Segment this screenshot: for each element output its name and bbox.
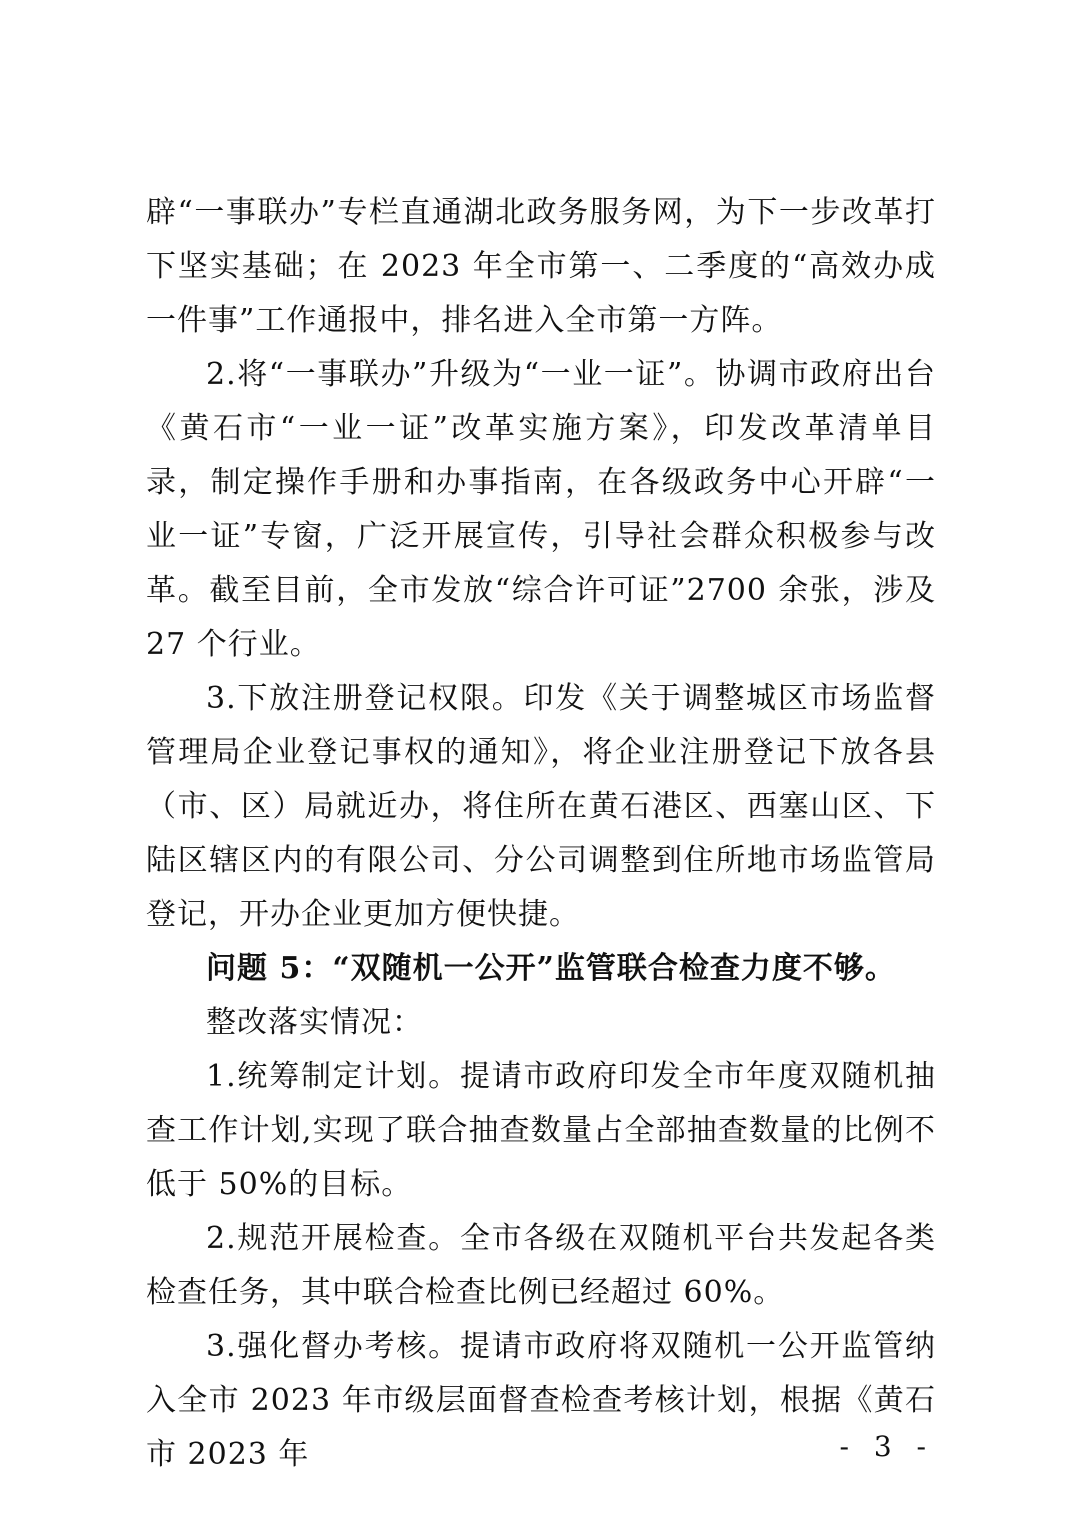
- paragraph-item-3-supervision: 3.强化督办考核。提请市政府将双随机一公开监管纳入全市 2023 年市级层面督查检查考核计划，根据《黄石市 2023 年: [146, 1329, 936, 1472]
- paragraph-item-2-inspection: 2.规范开展检查。全市各级在双随机平台共发起各类检查任务，其中联合检查比例已经超过 60%。: [146, 1221, 936, 1310]
- paragraph-rectification-label: 整改落实情况：: [206, 1005, 423, 1040]
- paragraph-item-2-upgrade: 2.将“一事联办”升级为“一业一证”。协调市政府出台《黄石市“一业一证”改革实施方案》，印发改革清单目录，制定操作手册和办事指南，在各级政务中心开辟“一业一证”专窗，广泛开展宣传，引导社会群众积极参与改革。截至目前，全市发放“综合许可证”2700 余张，涉及 27 个行业。: [146, 357, 936, 662]
- page-number: - 3 -: [839, 1430, 934, 1463]
- paragraph-item-1-plan: 1.统筹制定计划。提请市政府印发全市年度双随机抽查工作计划,实现了联合抽查数量占全部抽查数量的比例不低于 50%的目标。: [146, 1059, 936, 1202]
- section-heading-issue-5: 问题 5：“双随机一公开”监管联合检查力度不够。: [206, 951, 896, 986]
- paragraph-continuation: 辟“一事联办”专栏直通湖北政务服务网，为下一步改革打下坚实基础；在 2023 年全市第一、二季度的“高效办成一件事”工作通报中，排名进入全市第一方阵。: [146, 195, 936, 338]
- paragraph-item-3-registration: 3.下放注册登记权限。印发《关于调整城区市场监督管理局企业登记事权的通知》，将企业注册登记下放各县（市、区）局就近办，将住所在黄石港区、西塞山区、下陆区辖区内的有限公司、分公司调整到住所地市场监管局登记，开办企业更加方便快捷。: [146, 681, 936, 932]
- body-text: [146, 186, 936, 1482]
